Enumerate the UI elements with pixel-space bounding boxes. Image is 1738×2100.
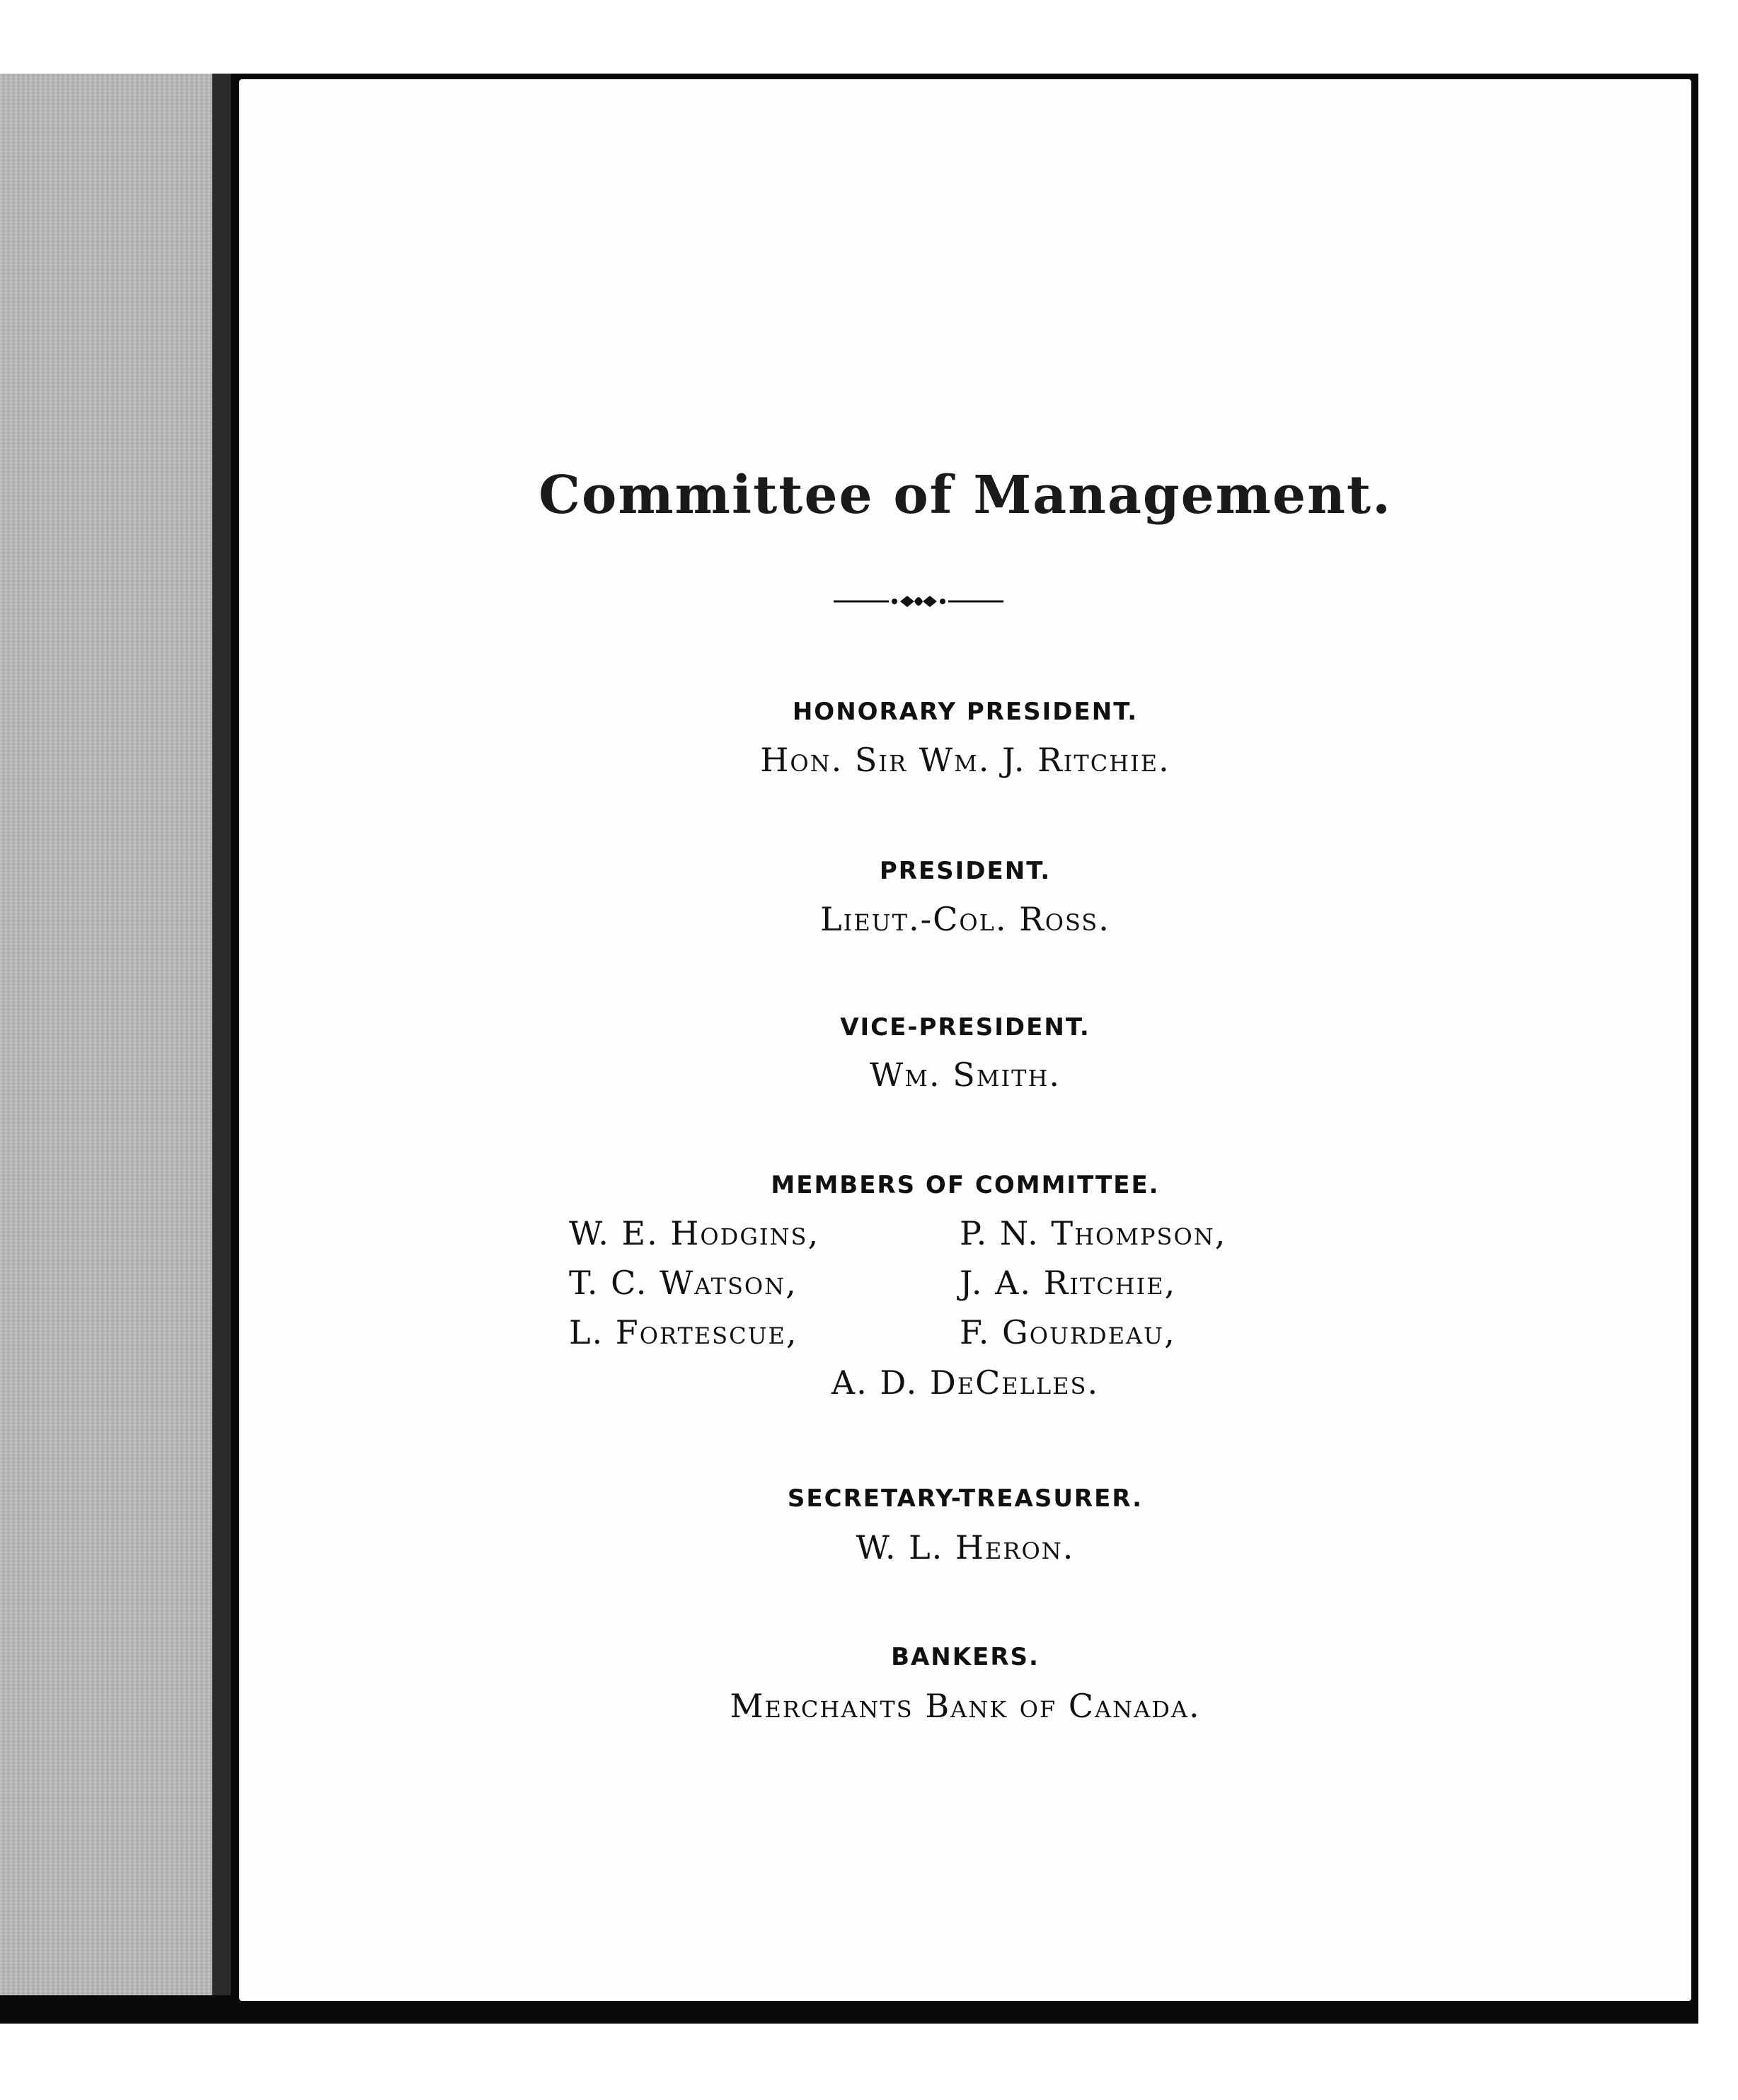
heading-vice-president: VICE-PRESIDENT. [840,1013,1090,1042]
name-president: Lieut.-Col. Ross. [820,900,1110,938]
member-name: P. N. Thompson, [960,1214,1227,1252]
document-page [239,79,1691,2001]
member-name: J. A. Ritchie, [960,1264,1177,1302]
page-content [239,79,1691,2001]
member-name: F. Gourdeau, [960,1313,1176,1351]
page-title: Committee of Management. [539,465,1392,526]
name-secretary-treasurer: W. L. Heron. [856,1528,1075,1567]
member-name: A. D. DeCelles. [831,1363,1100,1402]
heading-members: MEMBERS OF COMMITTEE. [771,1171,1160,1199]
heading-honorary-president: HONORARY PRESIDENT. [792,698,1139,726]
heading-bankers: BANKERS. [891,1643,1040,1671]
book-cover-edge [0,74,218,1995]
name-bankers: Merchants Bank of Canada. [730,1687,1201,1725]
name-vice-president: Wm. Smith. [869,1056,1061,1094]
member-name: W. E. Hodgins, [569,1214,820,1252]
name-honorary-president: Hon. Sir Wm. J. Ritchie. [760,741,1170,779]
ornament-divider-icon [834,587,1003,616]
heading-president: PRESIDENT. [879,857,1052,885]
heading-secretary-treasurer: SECRETARY-TREASURER. [787,1484,1144,1513]
member-name: T. C. Watson, [569,1264,798,1302]
member-name: L. Fortescue, [569,1313,798,1351]
book-spine-shadow [212,74,231,1995]
